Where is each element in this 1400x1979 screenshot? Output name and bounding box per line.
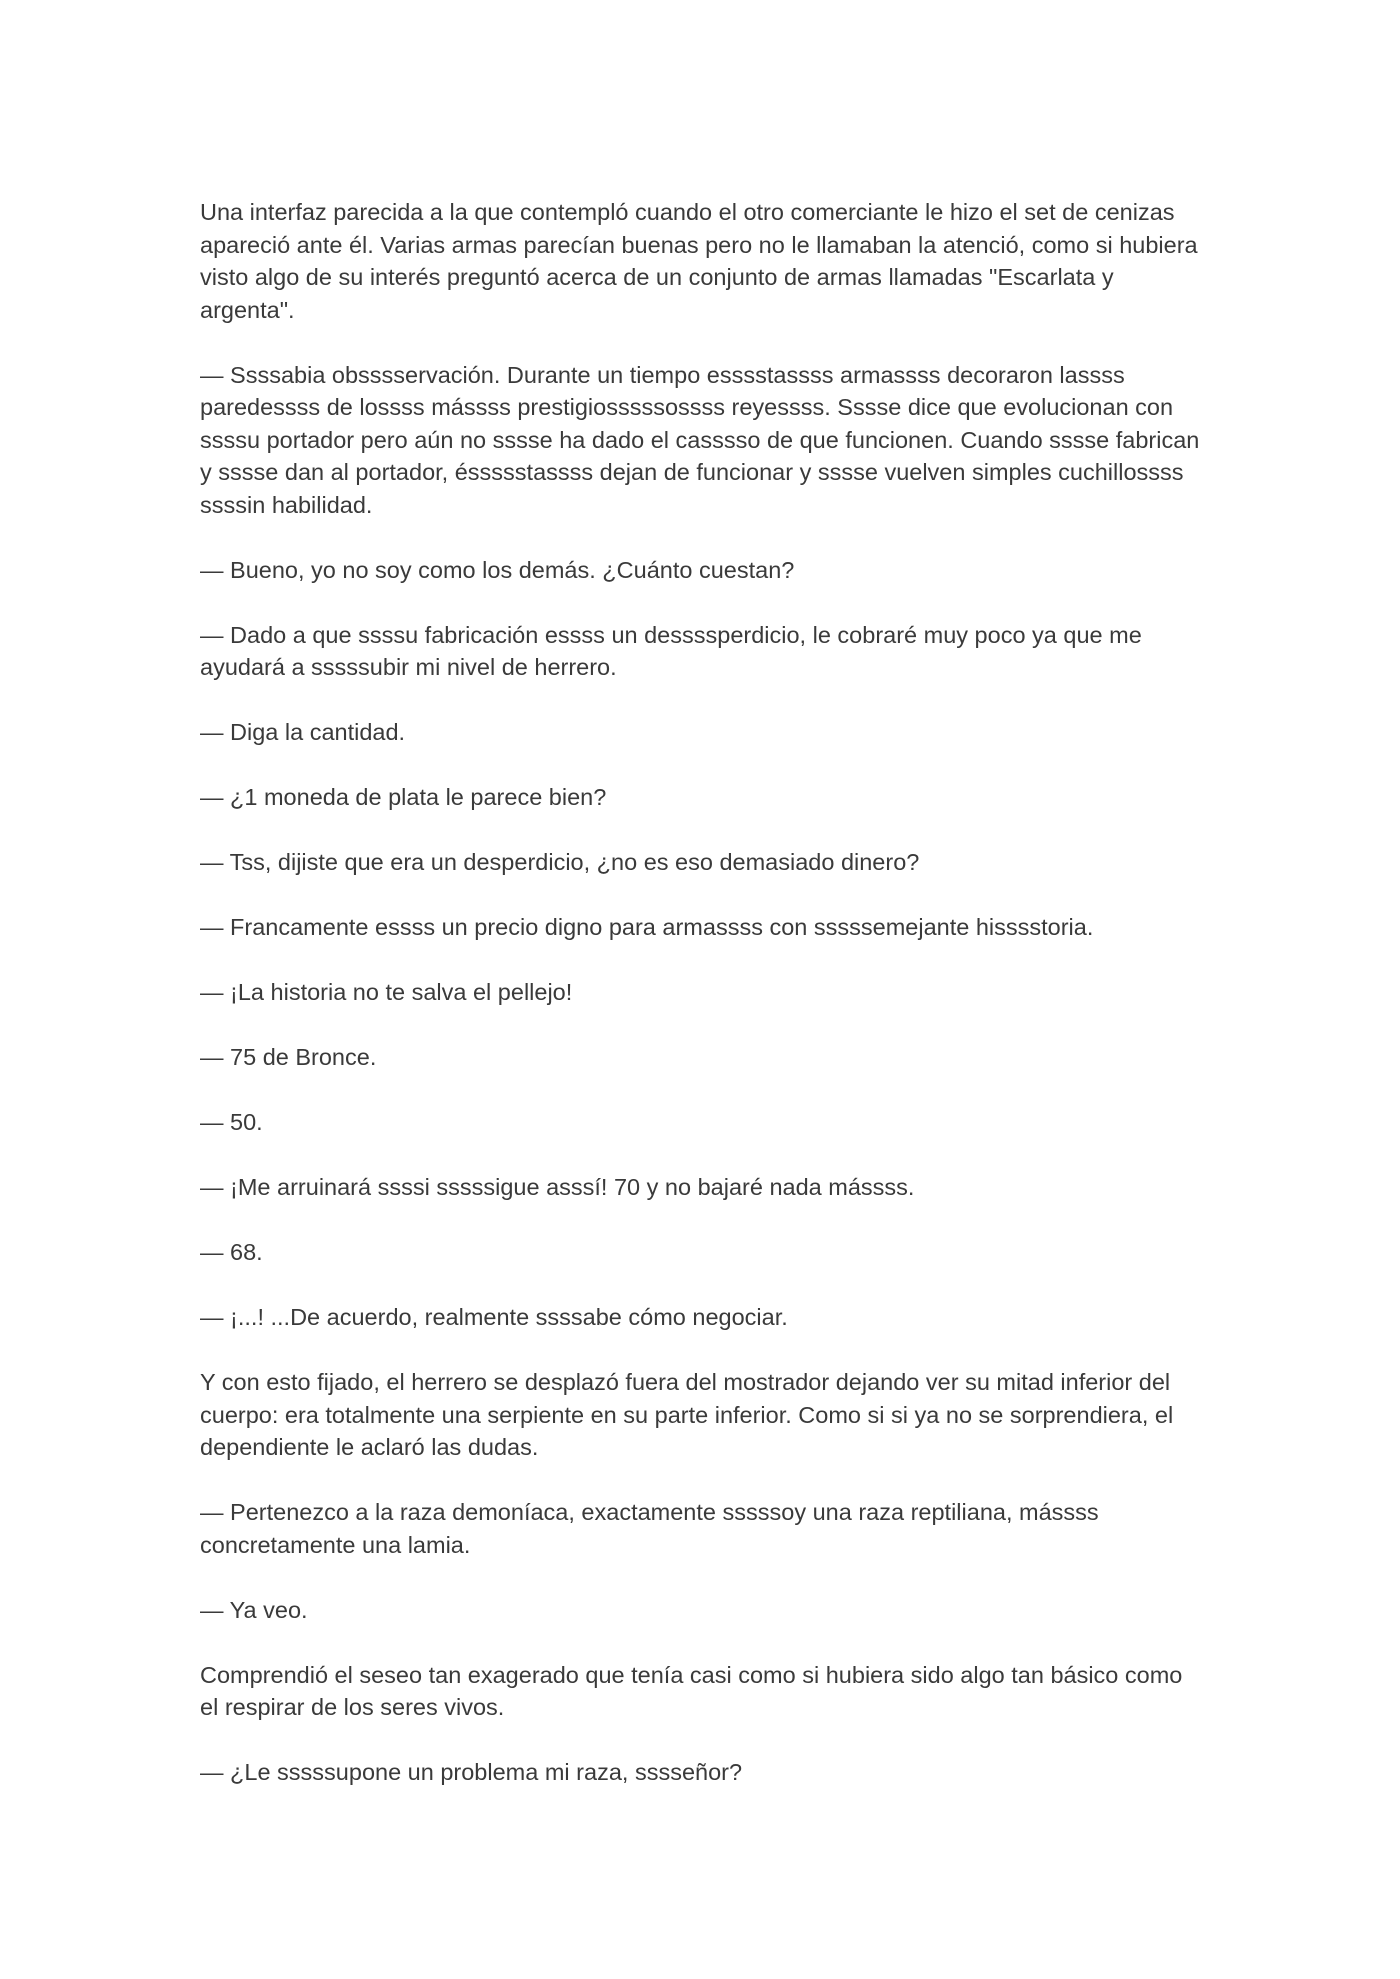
paragraph: — 68. xyxy=(200,1239,263,1265)
paragraph: — Diga la cantidad. xyxy=(200,719,406,745)
paragraph: Y con esto fijado, el herrero se desplazó fuera del mostrador dejando ver su mitad inferior del cuerpo: era totalmente una serpiente en su parte inferior. Como si si ya no se sorprendiera, el dependiente le aclaró las dudas. xyxy=(200,1369,1174,1460)
paragraph: — Bueno, yo no soy como los demás. ¿Cuánto cuestan? xyxy=(200,556,795,583)
document-page xyxy=(200,196,1200,1821)
paragraph: — 75 de Bronce. xyxy=(200,1044,377,1070)
paragraph: — Pertenezco a la raza demoníaca, exactamente sssssoy una raza reptiliana, mássss concretamente una lamia. xyxy=(200,1499,1099,1558)
paragraph: — Dado a que ssssu fabricación essss un dessssperdicio, le cobraré muy poco ya que me ayudará a sssssubir mi nivel de herrero. xyxy=(200,621,1142,680)
paragraph: Comprendió el seseo tan exagerado que tenía casi como si hubiera sido algo tan básico como el respirar de los seres vivos. xyxy=(200,1661,1183,1720)
paragraph: — Francamente essss un precio digno para armassss con sssssemejante hisssstoria. xyxy=(200,914,1094,940)
paragraph: — ¿Le sssssupone un problema mi raza, sssseñor? xyxy=(200,1759,743,1785)
paragraph: Una interfaz parecida a la que contempló cuando el otro comerciante le hizo el set de cenizas apareció ante él. Varias armas parecían buenas pero no le llamaban la atenció, como si hubiera visto algo de su interés preguntó acerca de un conjunto de armas llamadas "Escarlata y argenta". xyxy=(200,199,1198,323)
paragraph: — Tss, dijiste que era un desperdicio, ¿no es eso demasiado dinero? xyxy=(200,849,920,875)
paragraph: — Ssssabia obsssservación. Durante un tiempo esssstassss armassss decoraron lassss paredessss de lossss mássss prestigiosssssossss reyessss. Sssse dice que evolucionan con ssssu portador pero aún no sssse ha dado el casssso de que funcionen. Cuando sssse fabrican y sssse dan al portador, éssssstassss dejan de funcionar y sssse vuelven simples cuchillossss ssssin habilidad. xyxy=(200,361,1200,518)
paragraph: — ¡Me arruinará ssssi sssssigue asssí! 70 y no bajaré nada mássss. xyxy=(200,1174,915,1200)
paragraph: — Ya veo. xyxy=(200,1596,308,1623)
paragraph: — 50. xyxy=(200,1109,263,1135)
paragraph: — ¿1 moneda de plata le parece bien? xyxy=(200,784,607,810)
paragraph: — ¡La historia no te salva el pellejo! xyxy=(200,979,573,1005)
paragraph: — ¡...! ...De acuerdo, realmente ssssabe cómo negociar. xyxy=(200,1304,788,1330)
